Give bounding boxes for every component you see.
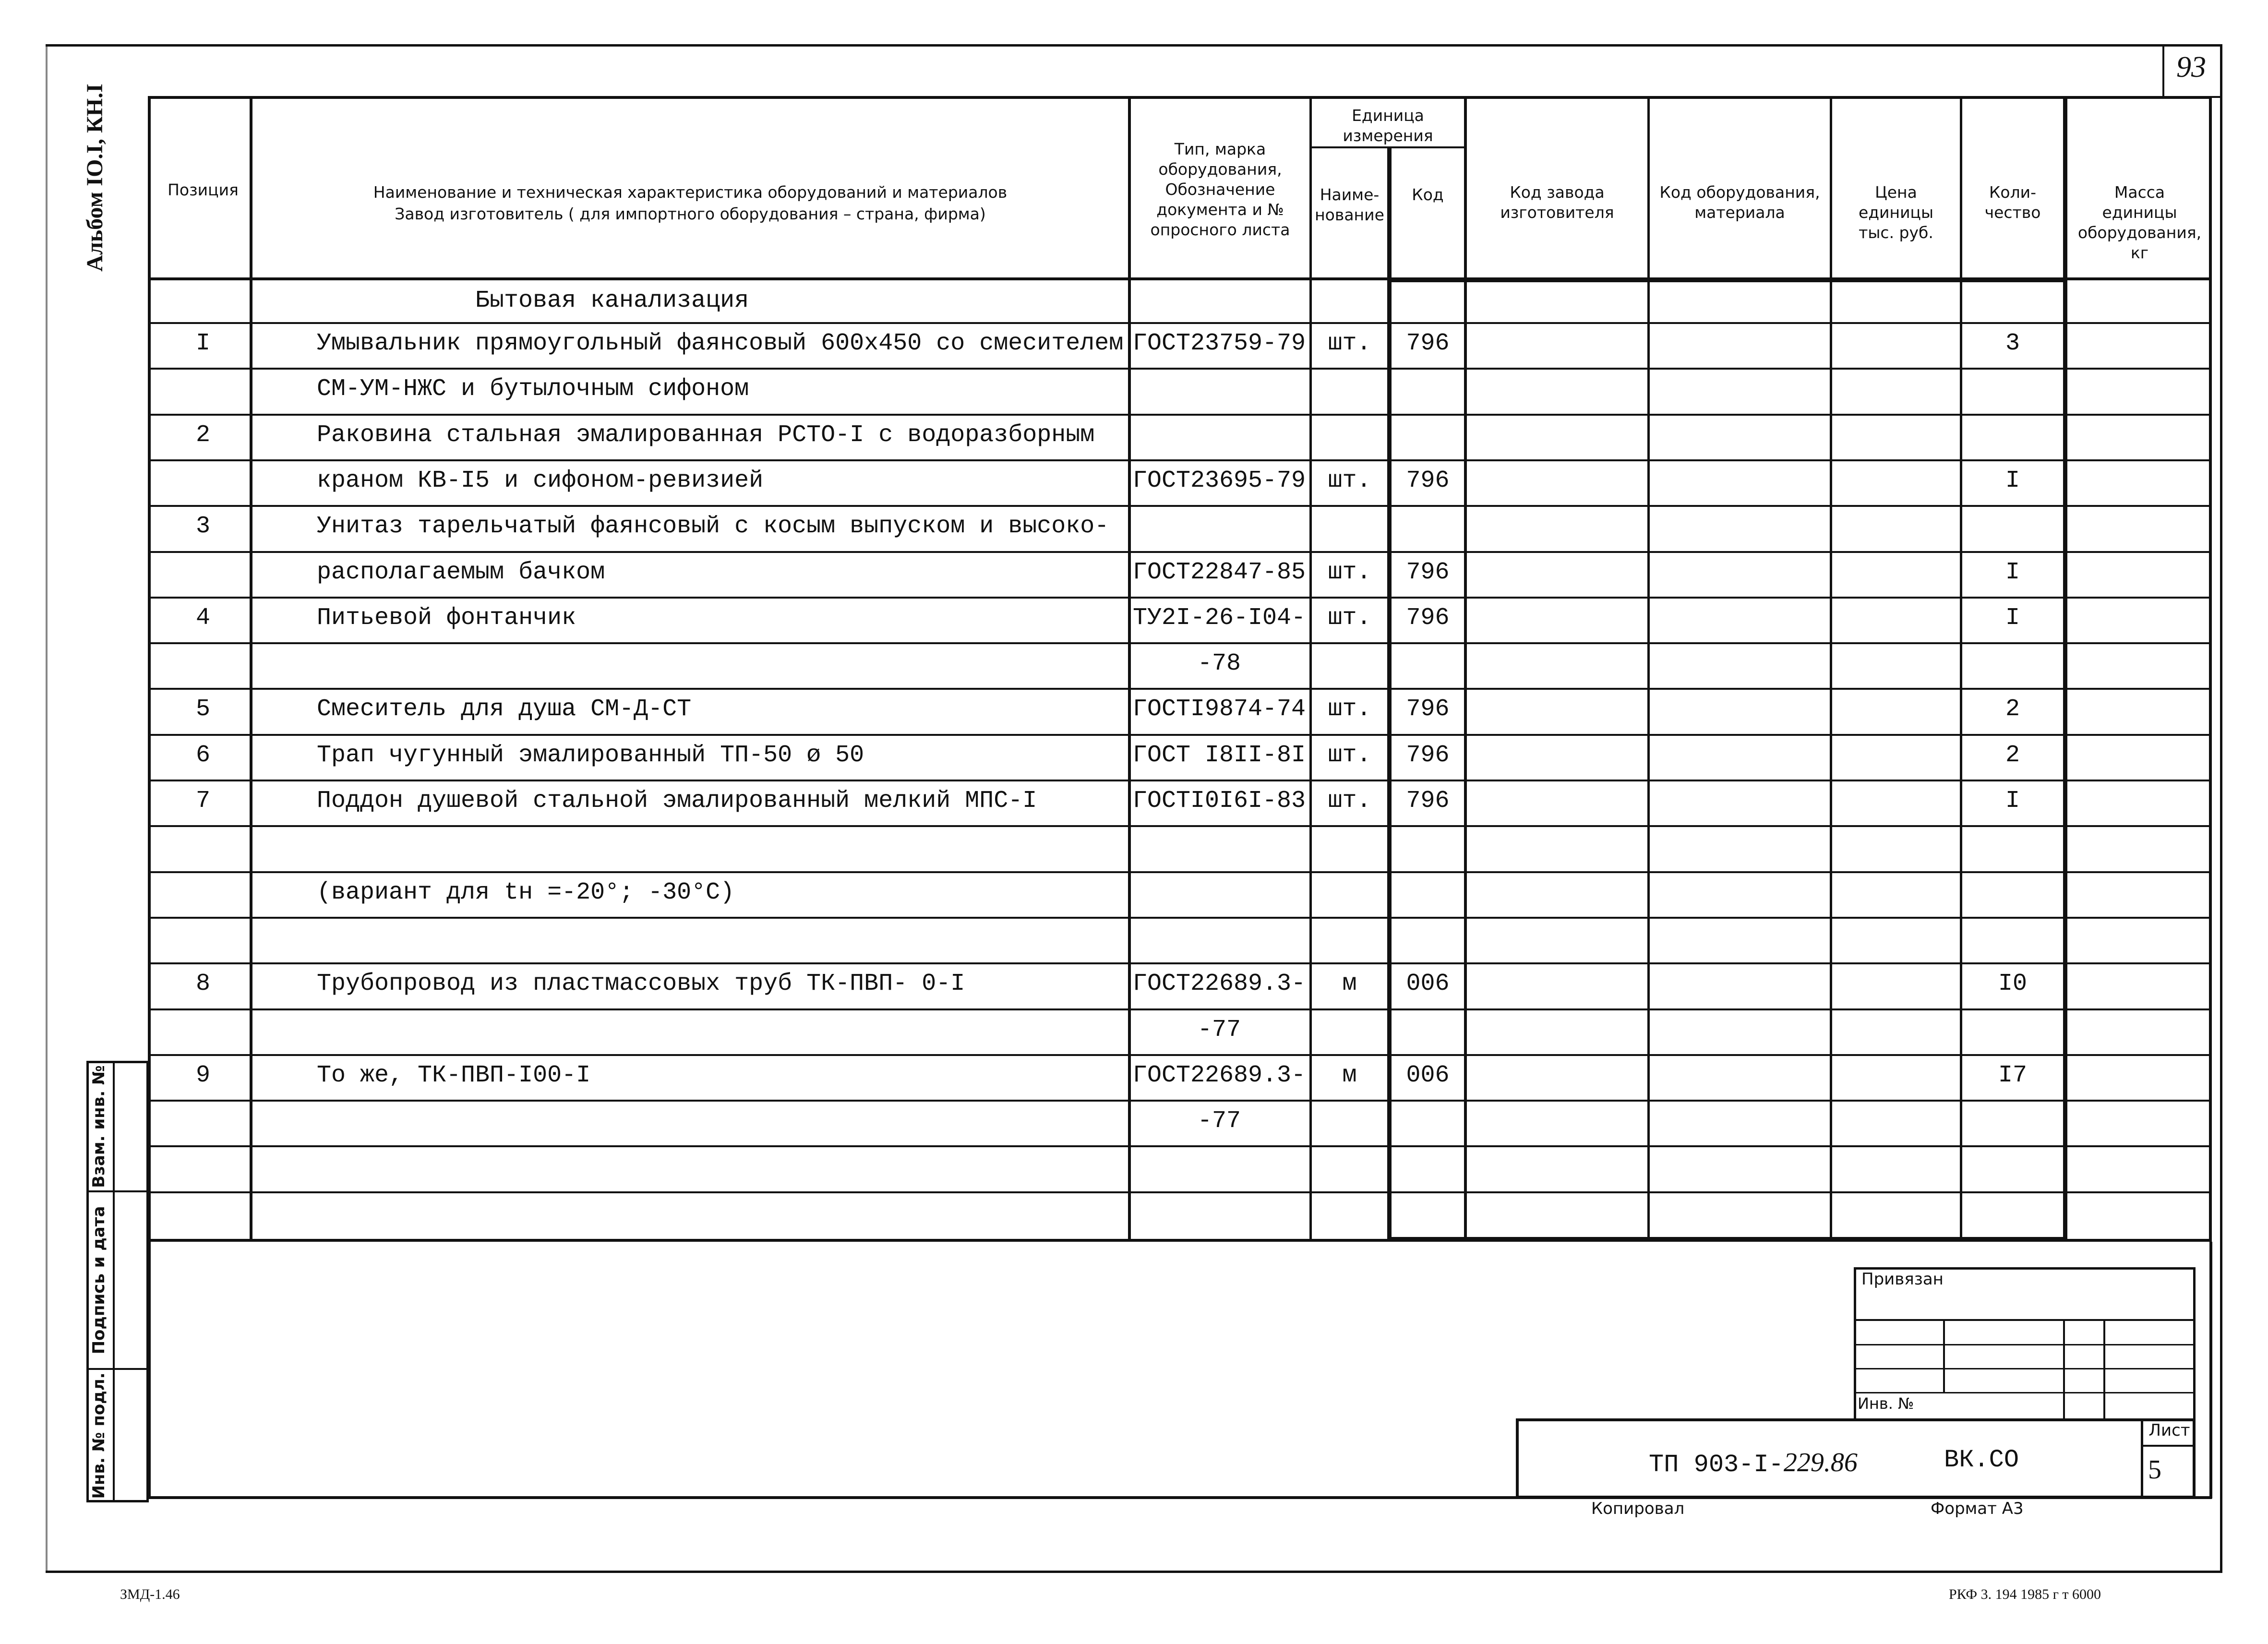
row-quantity: I0 (1998, 970, 2027, 997)
row-quantity: I (2005, 787, 2020, 815)
row-unit: шт. (1328, 559, 1371, 586)
row-unit: шт. (1328, 604, 1371, 632)
row-position: 3 (195, 513, 210, 540)
row-quantity: 2 (2005, 742, 2020, 769)
row-name: Питьевой фонтанчик (317, 604, 576, 632)
row-position: 9 (195, 1062, 210, 1089)
side-stamp-inv-orig: Инв. № подл. (89, 1372, 108, 1499)
row-document: ГОСТ22689.3- (1132, 970, 1306, 997)
row-unit: шт. (1328, 696, 1371, 723)
frame-right (2220, 44, 2222, 1573)
row-document: ТУ2I-26-I04- (1132, 604, 1306, 632)
bound-label: Привязан (1861, 1270, 1944, 1289)
row-code: 796 (1406, 742, 1450, 769)
row-code: 796 (1406, 330, 1450, 357)
header-unit-group: Единица измерения (1343, 106, 1433, 145)
header-name-line2: Завод изготовитель ( для импортного оборудования – страна, фирма) (395, 204, 986, 223)
row-document: -77 (1197, 1107, 1241, 1135)
header-unit-name: Наиме- нование (1315, 185, 1384, 224)
row-position: 6 (195, 742, 210, 769)
row-quantity: I (2005, 604, 2020, 632)
copied-label: Копировал (1591, 1499, 1685, 1518)
inv-no-label: Инв. № (1858, 1394, 1914, 1413)
row-position: 5 (195, 696, 210, 723)
row-code: 796 (1406, 787, 1450, 815)
row-unit: шт. (1328, 330, 1371, 357)
doc-mark: ВК.СО (1944, 1446, 2019, 1474)
row-name: Унитаз тарельчатый фаянсовый с косым выпуском и высоко- (317, 513, 1109, 540)
row-position: 7 (195, 787, 210, 815)
header-price: Цена единицы тыс. руб. (1858, 183, 1934, 242)
header-unit-code: Код (1412, 185, 1444, 204)
header-quantity: Коли- чество (1984, 183, 2041, 222)
header-position: Позиция (168, 180, 239, 199)
row-document: ГОСТ23759-79 (1132, 330, 1306, 357)
row-code: 006 (1406, 1062, 1450, 1089)
row-quantity: 3 (2005, 330, 2020, 357)
row-quantity: I (2005, 467, 2020, 494)
row-name: Поддон душевой стальной эмалированный мелкий МПС-I (317, 787, 1037, 815)
row-code: 796 (1406, 467, 1450, 494)
row-document: ГОСТ I8II-8I (1132, 742, 1306, 769)
row-code: 796 (1406, 696, 1450, 723)
row-quantity: I (2005, 559, 2020, 586)
row-position: 8 (195, 970, 210, 997)
row-name: (вариант для tн =-20°; -30°С) (317, 879, 735, 906)
header-name-line1: Наименование и техническая характеристика оборудований и материалов (373, 183, 1008, 202)
section-title: Бытовая канализация (475, 287, 749, 314)
row-code: 796 (1406, 559, 1450, 586)
page-number: 93 (2176, 51, 2206, 84)
row-position: I (195, 330, 210, 357)
frame-top (46, 44, 2220, 47)
row-unit: шт. (1328, 787, 1371, 815)
row-name: Трубопровод из пластмассовых труб ТК-ПВП- 0-I (317, 970, 965, 997)
row-quantity: 2 (2005, 696, 2020, 723)
row-document: ГОСТ22689.3- (1132, 1062, 1306, 1089)
frame-bottom (46, 1571, 2222, 1573)
row-unit: шт. (1328, 742, 1371, 769)
header-type: Тип, марка оборудования, Обозначение документа и № опросного листа (1150, 140, 1290, 239)
row-document: ГОСТI0I6I-83 (1132, 787, 1306, 815)
row-unit: шт. (1328, 467, 1371, 494)
row-document: ГОСТ23695-79 (1132, 467, 1306, 494)
row-unit: м (1342, 1062, 1357, 1089)
sheet-label: Лист (2148, 1421, 2190, 1440)
row-position: 2 (195, 421, 210, 449)
footer-left: ЗМД-1.46 (120, 1586, 180, 1602)
row-document: -77 (1197, 1016, 1241, 1044)
row-name: Раковина стальная эмалированная РСТО-I с водоразборным (317, 421, 1095, 449)
row-name: Трап чугунный эмалированный ТП-50 ø 50 (317, 742, 864, 769)
row-code: 796 (1406, 604, 1450, 632)
sheet-number: 5 (2148, 1455, 2161, 1485)
album-label: Альбом IO.I, КН.I (82, 84, 108, 272)
frame-left (46, 44, 48, 1573)
row-name: Смеситель для душа СМ-Д-СТ (317, 696, 692, 723)
row-name: располагаемым бачком (317, 559, 605, 586)
row-document: -78 (1197, 650, 1241, 677)
row-document: ГОСТ22847-85 (1132, 559, 1306, 586)
format-label: Формат А3 (1931, 1499, 2024, 1518)
row-name: Умывальник прямоугольный фаянсовый 600х450 со смесителем (317, 330, 1124, 357)
row-position: 4 (195, 604, 210, 632)
header-mass: Масса единицы оборудования, кг (2077, 183, 2202, 262)
row-document: ГОСТI9874-74 (1132, 696, 1306, 723)
doc-code: ТП 903-I-229.86 (1649, 1448, 1858, 1479)
row-name: краном КВ-I5 и сифоном-ревизией (317, 467, 764, 494)
row-name: СМ-УМ-НЖС и бутылочным сифоном (317, 375, 749, 403)
row-code: 006 (1406, 970, 1450, 997)
row-name: То же, ТК-ПВП-I00-I (317, 1062, 591, 1089)
row-quantity: I7 (1998, 1062, 2027, 1089)
row-unit: м (1342, 970, 1357, 997)
footer-right: РКФ 3. 194 1985 г т 6000 (1949, 1586, 2101, 1602)
side-stamp-sign-date: Подпись и дата (89, 1206, 108, 1355)
header-equipment-code: Код оборудования, материала (1659, 183, 1820, 222)
header-factory-code: Код завода изготовителя (1500, 183, 1614, 222)
side-stamp-inv-replace: Взам. инв. № (89, 1065, 108, 1188)
